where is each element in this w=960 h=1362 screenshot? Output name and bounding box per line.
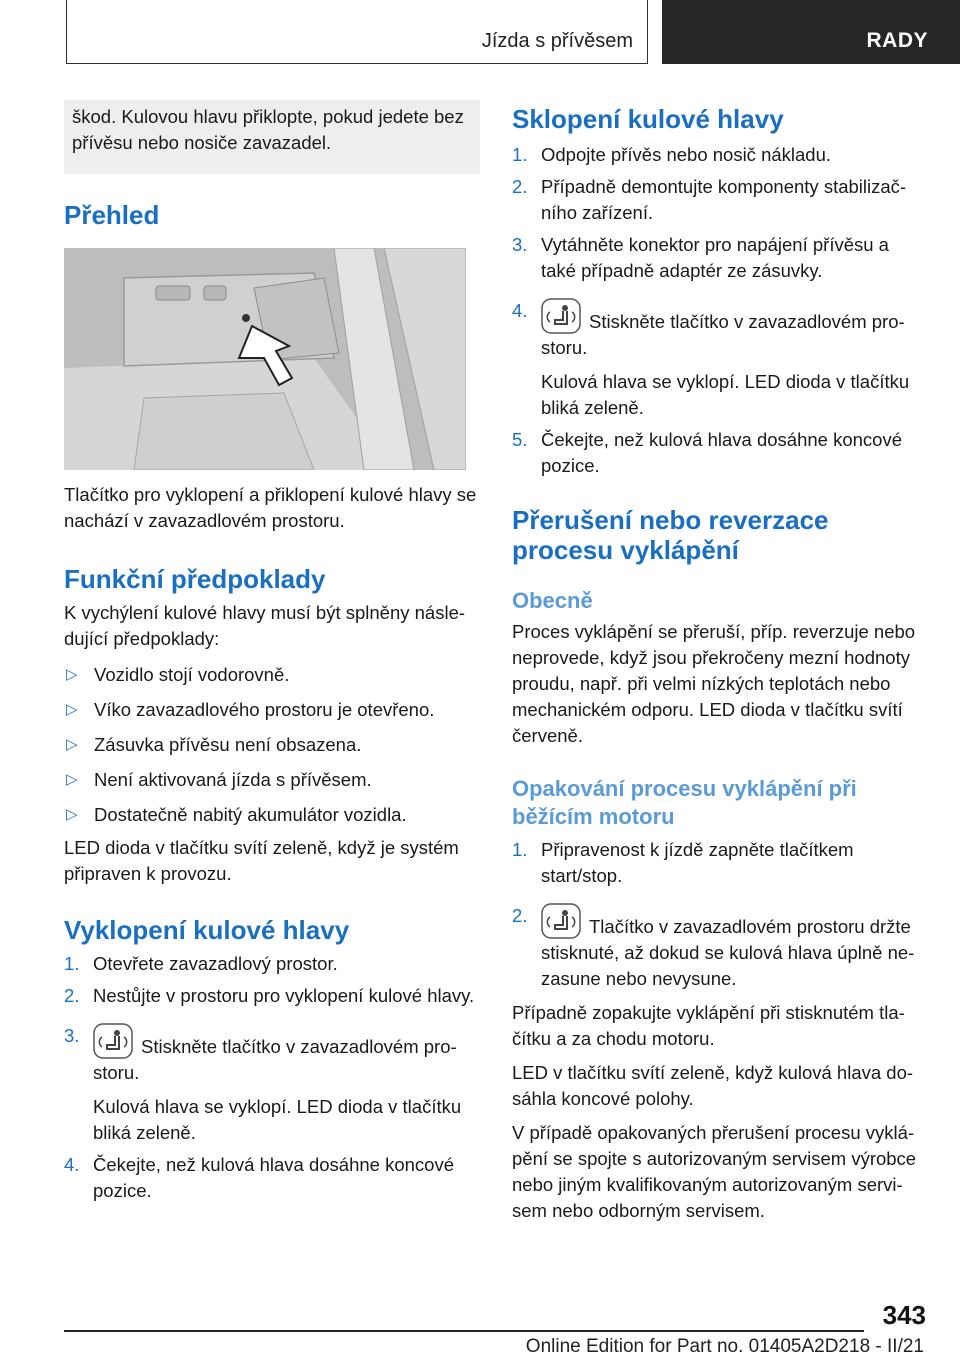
list-item: 2. Tlačítko v zavazadlovém prostoru držte stisknuté, až dokud se kulová hlava úplně ne‐zasune nebo nevysune. — [512, 905, 915, 989]
section-title: Jízda s přívěsem — [481, 30, 633, 52]
list-item: 3. Stiskněte tlačítko v zavazadlovém pro‐storu. Kulová hlava se vyklopí. LED dioda v tlačítku bliká zeleně. — [64, 1023, 480, 1146]
step-result: Kulová hlava se vyklopí. LED dioda v tlačítku bliká zeleně. — [93, 1096, 462, 1143]
list-item: 3. Vytáhněte konektor pro napájení přívěsu a také případně adaptér ze zásuvky. — [512, 234, 889, 281]
list-item: 2. Nestůjte v prostoru pro vyklopení kulové hlavy. — [64, 985, 475, 1006]
running-header-chapter — [662, 0, 960, 64]
list-item: 1. Otevřete zavazadlový prostor. — [64, 953, 338, 974]
step-result: Kulová hlava se vyklopí. LED dioda v tlačítku bliká zeleně. — [541, 371, 910, 418]
list-item: 5. Čekejte, než kulová hlava dosáhne koncové pozice. — [512, 429, 902, 476]
repeat-heading: Opakování procesu vyklápění při běžícím motoru — [512, 776, 857, 829]
note-text: škod. Kulovou hlavu přiklopte, pokud jedete bez přívěsu nebo nosiče zavazadel. — [72, 106, 464, 153]
list-item: 1. Odpojte přívěs nebo nosič nákladu. — [512, 144, 832, 165]
triangle-bullet-icon: ▷ — [66, 666, 78, 683]
general-heading: Obecně — [512, 588, 593, 613]
prereq-led-text: LED dioda v tlačítku svítí zeleně, když je systém připraven k provozu. — [64, 837, 459, 884]
list-item: 2. Případně demontujte komponenty stabilizač‐ního zařízení. — [512, 176, 907, 223]
page-number: 343 — [882, 1300, 926, 1330]
repeat-paragraph: Případně zopakujte vyklápění při stisknutém tla‐čítku a za chodu motoru. — [512, 1002, 905, 1049]
prereq-intro: K vychýlení kulové hlavy musí být splněny násle‐dující předpoklady: — [64, 602, 466, 649]
prereq-heading: Funkční předpoklady — [64, 564, 326, 594]
list-item: ▷ Není aktivovaná jízda s přívěsem. — [64, 767, 480, 793]
interrupt-heading: Přerušení nebo reverzace procesu vyklápění — [512, 505, 829, 565]
edition-footer: Online Edition for Part no. 01405A2D218 - II/21 — [525, 1336, 924, 1357]
triangle-bullet-icon: ▷ — [66, 736, 78, 753]
list-item: 4. Stiskněte tlačítko v zavazadlovém pro‐storu. Kulová hlava se vyklopí. LED dioda v tlačítku bliká zeleně. — [512, 298, 928, 421]
chapter-title: RADY — [866, 29, 928, 52]
footer-divider — [64, 1330, 864, 1332]
repeat-steps — [512, 837, 928, 992]
trailer-hitch-button-icon — [541, 903, 581, 939]
running-header-section — [66, 0, 648, 64]
list-item: ▷ Víko zavazadlového prostoru je otevřeno. — [64, 697, 480, 723]
repeat-paragraph: V případě opakovaných přerušení procesu vyklá‐pění se spojte s autorizovaným servisem výrobce nebo jiným kvalifikovaným autorizovaným servi‐sem nebo odborným servisem. — [512, 1122, 917, 1221]
unfold-steps — [64, 951, 480, 1204]
triangle-bullet-icon: ▷ — [66, 701, 78, 718]
trailer-hitch-button-icon — [93, 1023, 133, 1059]
left-column — [64, 100, 480, 1204]
photo-caption: Tlačítko pro vyklopení a přiklopení kulové hlavy se nachází v zavazadlovém prostoru. — [64, 484, 477, 531]
list-item: 1. Připravenost k jízdě zapněte tlačítkem start/stop. — [512, 839, 854, 886]
fold-heading: Sklopení kulové hlavy — [512, 104, 784, 134]
trunk-button-photo — [64, 248, 466, 470]
list-item: 4. Čekejte, než kulová hlava dosáhne koncové pozice. — [64, 1154, 454, 1201]
general-text: Proces vyklápění se přeruší, příp. reverzuje nebo neprovede, když jsou překročeny mezní hodnoty proudu, např. při velmi nízkých teplotách nebo mechanickém odporu. LED dioda v tlačítku svítí červeně. — [512, 621, 916, 746]
triangle-bullet-icon: ▷ — [66, 771, 78, 788]
note-box — [64, 100, 480, 174]
repeat-paragraph: LED v tlačítku svítí zeleně, když kulová hlava do‐sáhla koncové polohy. — [512, 1062, 914, 1109]
list-item: ▷ Vozidlo stojí vodorovně. — [64, 662, 480, 688]
unfold-heading: Vyklopení kulové hlavy — [64, 915, 350, 945]
triangle-bullet-icon: ▷ — [66, 806, 78, 823]
list-item: ▷ Dostatečně nabitý akumulátor vozidla. — [64, 802, 480, 828]
overview-heading: Přehled — [64, 200, 160, 230]
prereq-list — [64, 662, 480, 828]
right-column — [512, 100, 928, 1224]
fold-steps — [512, 142, 928, 479]
list-item: ▷ Zásuvka přívěsu není obsazena. — [64, 732, 480, 758]
trailer-hitch-button-icon — [541, 298, 581, 334]
